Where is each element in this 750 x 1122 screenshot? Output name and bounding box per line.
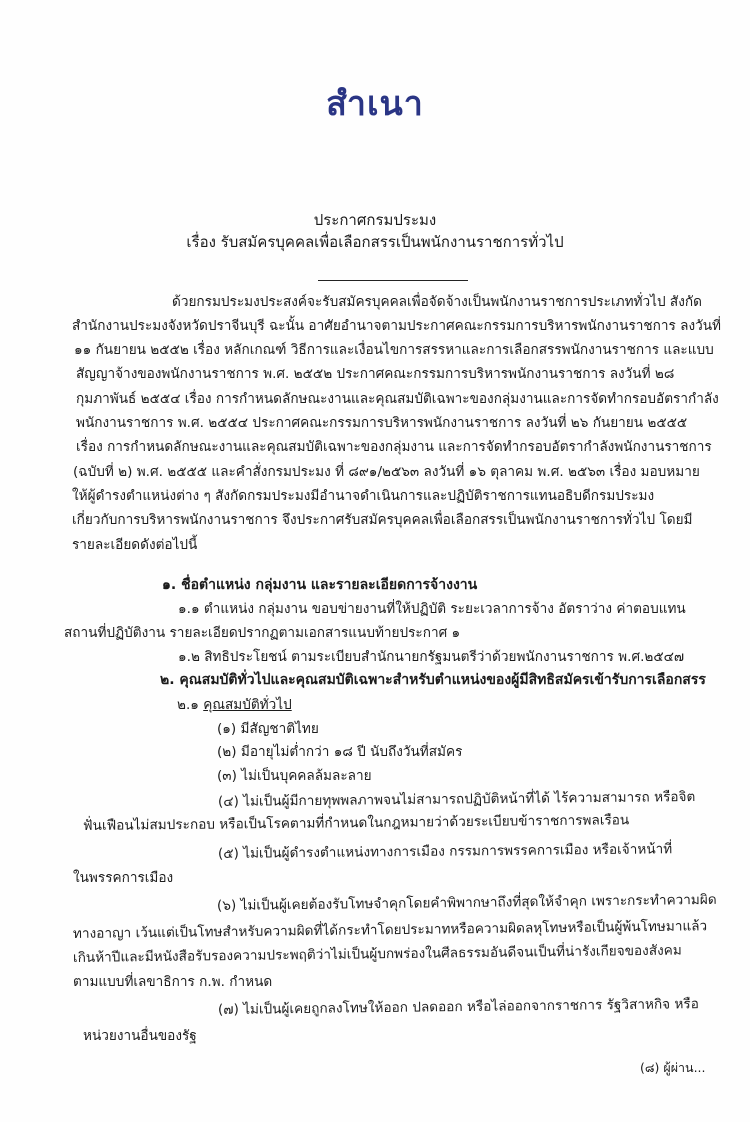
qualification-item-6-line: ทางอาญา เว้นแต่เป็นโทษสำหรับความผิดที่ได้กระทำโดยประมาทหรือความผิดลหุโทษหรือเป็นผู้พ้นโทษมาแล้ว: [72, 918, 708, 942]
qualification-item-4-line: ฟั่นเฟือนไม่สมประกอบ หรือเป็นโรคตามที่กำหนดในกฎหมายว่าด้วยระเบียบข้าราชการพลเรือน: [82, 812, 630, 834]
qualification-item-5-line: (๕) ไม่เป็นผู้ดำรงตำแหน่งทางการเมือง กรรมการพรรคการเมือง หรือเจ้าหน้าที่: [217, 841, 673, 862]
subsection-number: ๒.๑: [177, 697, 204, 713]
qualification-item-7-line: (๗) ไม่เป็นผู้เคยถูกลงโทษให้ออก ปลดออก หรือไล่ออกจากราชการ รัฐวิสาหกิจ หรือ: [217, 996, 699, 1018]
copy-stamp-title: สำเนา: [326, 84, 424, 124]
item-1-1-line: สถานที่ปฏิบัติงาน รายละเอียดปรากฏตามเอกสารแนบท้ายประกาศ ๑: [64, 625, 461, 641]
qualification-item: (๒) มีอายุไม่ต่ำกว่า ๑๘ ปี นับถึงวันที่สมัคร: [217, 744, 463, 760]
qualification-item: (๓) ไม่เป็นบุคคลล้มละลาย: [217, 768, 372, 784]
preamble-line: เกี่ยวกับการบริหารพนักงานราชการ จึงประกาศรับสมัครบุคคลเพื่อเลือกสรรเป็นพนักงานราชการทั่วไป โดยมี: [72, 512, 693, 528]
preamble-line: รายละเอียดดังต่อไปนี้: [72, 537, 198, 553]
qualification-item-5-line: ในพรรคการเมือง: [73, 870, 174, 886]
header-divider: [318, 280, 468, 281]
qualification-item-6-line: ตามแบบที่เลขาธิการ ก.พ. กำหนด: [73, 974, 273, 990]
qualification-item-6-line: เกินห้าปีและมีหนังสือรับรองความประพฤติว่าไม่เป็นผู้บกพร่องในศีลธรรมอันดีจนเป็นที่น่ารังเกียจของสังคม: [72, 942, 682, 966]
qualification-item-6-line: (๖) ไม่เป็นผู้เคยต้องรับโทษจำคุกโดยคำพิพากษาถึงที่สุดให้จำคุก เพราะกระทำความผิด: [216, 891, 717, 914]
item-1-2-line: ๑.๒ สิทธิประโยชน์ ตามระเบียบสำนักนายกรัฐมนตรีว่าด้วยพนักงานราชการ พ.ศ.๒๕๔๗: [178, 649, 685, 665]
qualification-item: (๑) มีสัญชาติไทย: [217, 721, 319, 737]
preamble-line: กุมภาพันธ์ ๒๕๕๔ เรื่อง การกำหนดลักษณะงานและคุณสมบัติเฉพาะของกลุ่มงานและการจัดทำกรอบอัตรากำลัง: [76, 391, 719, 407]
preamble-line: พนักงานราชการ พ.ศ. ๒๕๕๔ ประกาศคณะกรรมการบริหารพนักงานราชการ ลงวันที่ ๒๖ กันยายน ๒๕๕๕: [76, 415, 688, 431]
qualification-item-4-line: (๔) ไม่เป็นผู้มีกายทุพพลภาพจนไม่สามารถปฏิบัติหน้าที่ได้ ไร้ความสามารถ หรือจิต: [217, 789, 696, 810]
subsection-title: คุณสมบัติทั่วไป: [203, 697, 292, 713]
preamble-line: สัญญาจ้างของพนักงานราชการ พ.ศ. ๒๕๕๒ ประกาศคณะกรรมการบริหารพนักงานราชการ ลงวันที่ ๒๘: [76, 366, 675, 382]
preamble-line: ด้วยกรมประมงประสงค์จะรับสมัครบุคคลเพื่อจัดจ้างเป็นพนักงานราชการประเภททั่วไป สังกัด: [172, 294, 702, 310]
preamble-line: ให้ผู้ดำรงตำแหน่งต่าง ๆ สังกัดกรมประมงมีอำนาจดำเนินการและปฏิบัติราชการแทนอธิบดีกรมประมง: [72, 488, 655, 504]
item-1-1-line: ๑.๑ ตำแหน่ง กลุ่มงาน ขอบข่ายงานที่ให้ปฏิบัติ ระยะเวลาการจ้าง อัตราว่าง ค่าตอบแทน: [178, 601, 686, 617]
continuation-note: (๘) ผู้ผ่าน...: [640, 1060, 706, 1075]
announcement-issuer: ประกาศกรมประมง: [313, 211, 437, 229]
qualification-item-7-line: หน่วยงานอื่นของรัฐ: [83, 1028, 197, 1044]
announcement-subject: เรื่อง รับสมัครบุคคลเพื่อเลือกสรรเป็นพนักงานราชการทั่วไป: [186, 233, 564, 251]
preamble-line: สำนักงานประมงจังหวัดปราจีนบุรี ฉะนั้น อาศัยอำนาจตามประกาศคณะกรรมการบริหารพนักงานราชการ ลงวันที่: [72, 318, 721, 334]
section-1-heading: ๑. ชื่อตำแหน่ง กลุ่มงาน และรายละเอียดการจ้างงาน: [162, 577, 478, 593]
section-2-heading: ๒. คุณสมบัติทั่วไปและคุณสมบัติเฉพาะสำหรับตำแหน่งของผู้มีสิทธิสมัครเข้ารับการเลือกสรร: [160, 672, 706, 688]
preamble-line: เรื่อง การกำหนดลักษณะงานและคุณสมบัติเฉพาะของกลุ่มงาน และการจัดทำกรอบอัตรากำลังพนักงานราชการ: [76, 439, 712, 455]
preamble-line: ๑๑ กันยายน ๒๕๕๒ เรื่อง หลักเกณฑ์ วิธีการและเงื่อนไขการสรรหาและการเลือกสรรพนักงานราชการ และแบบ: [74, 342, 714, 358]
preamble-line: (ฉบับที่ ๒) พ.ศ. ๒๕๕๕ และคำสั่งกรมประมง ที่ ๘๙๑/๒๕๖๓ ลงวันที่ ๑๖ ตุลาคม พ.ศ. ๒๕๖๓ เรื่อง มอบหมาย: [73, 464, 700, 480]
subsection-2-1-heading: [177, 695, 292, 715]
